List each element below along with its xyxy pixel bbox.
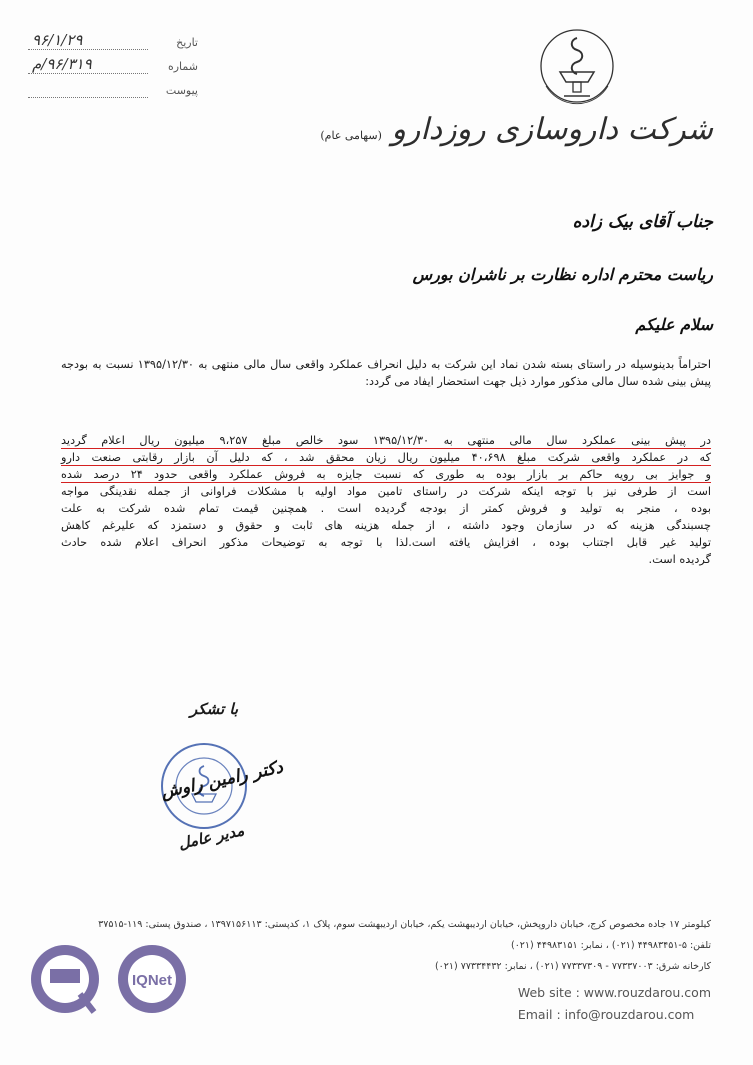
signer-name: دکتر رامین راوش — [159, 757, 285, 803]
greeting: سلام علیکم — [635, 315, 713, 334]
body-line-8: گردیده است. — [648, 553, 711, 566]
attachment-label: پیوست — [165, 83, 198, 97]
date-label: تاریخ — [176, 35, 198, 49]
company-type: (سهامی عام) — [320, 129, 382, 142]
iqnet-label: IQNet — [131, 972, 173, 989]
highlighted-line-2: که در عملکرد واقعی شرکت مبلغ ۴۰،۶۹۸ میلیون ریال زیان محقق شد ، که دلیل آن بازار رقابتی صنعت دارو — [61, 451, 711, 464]
number-label: شماره — [167, 59, 198, 73]
number-row — [28, 54, 198, 78]
iqnet-certificate-icon — [115, 942, 189, 1016]
body-line-4: است از طرفی نیز با توجه اینکه شرکت در راستای تامین مواد اولیه با مشکلات فراوانی از جمله نقدینگی مواجه — [61, 485, 711, 498]
company-name-text: شرکت داروسازی روزدارو — [391, 112, 713, 147]
addressee-name: جناب آقای بیک زاده — [572, 212, 713, 232]
footer-address: کیلومتر ۱۷ جاده مخصوص کرج، خیابان داروپخش، خیابان اردیبهشت یکم، خیابان اردیبهشت سوم، پلاک ۱، کدپستی: ۱۳۹۷۱۵۶۱۱۳ ، صندوق پستی: ۱۱۹-۳۷۵۱۵ — [98, 919, 711, 930]
attachment-row — [28, 78, 198, 102]
main-paragraph — [61, 432, 711, 568]
number-value: ۹۶/۳۱۹/م — [32, 54, 92, 73]
date-value: ۹۶/۱/۲۹ — [32, 30, 83, 49]
highlighted-line-1: در پیش بینی عملکرد سال مالی منتهی به ۱۳۹۵/۱۲/۳۰ سود خالص مبلغ ۹،۲۵۷ میلیون ریال اعلام گردید — [61, 434, 711, 447]
website-link[interactable]: Web site : www.rouzdarou.com — [517, 985, 711, 1000]
company-logo — [532, 26, 622, 126]
signer-role: مدیر عامل — [176, 821, 246, 853]
letter-meta — [28, 30, 198, 102]
footer-factory: کارخانه شرق: ۷۷۳۳۷۰۰۳ - ۷۷۳۳۷۳۰۹ (۰۲۱) ، نمابر: ۷۷۳۳۴۴۳۲ (۰۲۱) — [434, 961, 711, 972]
footer-phone: تلفن: ۵-۴۴۹۸۳۴۵۱ (۰۲۱) ، نمابر: ۴۴۹۸۳۱۵۱ (۰۲۱) — [510, 940, 711, 951]
body-line-6: چسبندگی هزینه که در سازمان وجود داشته ، از جمله هزینه های ثابت و حقوق و دستمزد که علیرغم کاهش — [61, 519, 711, 532]
company-name — [320, 112, 713, 147]
date-row — [28, 30, 198, 54]
body-line-7: تولید غیر قابل اجتناب بوده ، افزایش یافته است.لذا با توجه به توضیحات مذکور انحراف اعلام شده حادث — [61, 536, 711, 549]
closing-text: با تشکر — [190, 700, 239, 718]
quality-certificate-icon — [28, 942, 102, 1016]
body-line-5: بوده ، منجر به تولید و فروش کمتر از بودجه گردیده است . همچنین قیمت تمام شده شرکت به علت — [61, 502, 711, 515]
intro-paragraph: احتراماً بدینوسیله در راستای بسته شدن نماد این شرکت به دلیل انحراف عملکرد واقعی سال مالی منتهی به ۱۳۹۵/۱۲/۳۰ نسبت به بودجه پیش بینی شده سال مالی مذکور موارد ذیل جهت استحضار ایفاد می گردد: — [61, 358, 711, 388]
email-link[interactable]: Email : info@rouzdarou.com — [517, 1007, 695, 1022]
addressee-title: ریاست محترم اداره نظارت بر ناشران بورس — [412, 265, 713, 284]
highlighted-line-3: و جوایز بی رویه حاکم بر بازار بوده به طوری که نسبت جایزه به فروش عملکرد واقعی حدود ۲۴ درصد شده — [61, 468, 711, 481]
footer-web — [518, 982, 711, 1026]
